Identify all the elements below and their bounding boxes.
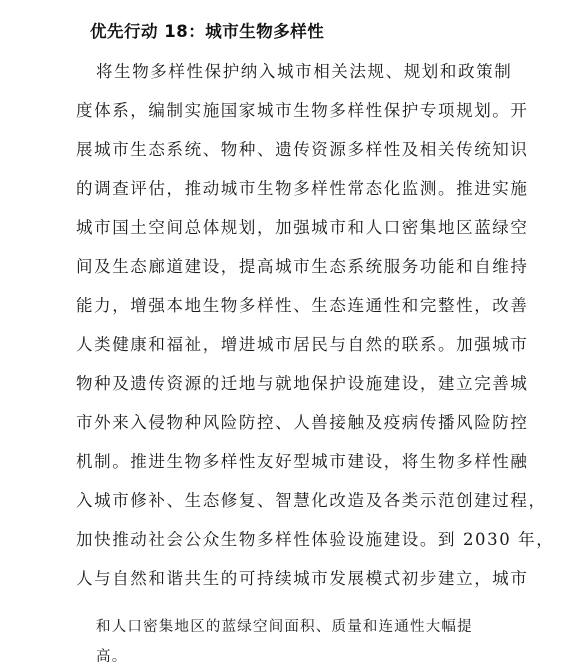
body-line: 市外来入侵物种风险防控、人兽接触及疫病传播风险防控 — [76, 413, 529, 432]
section-heading: 优先行动 18：城市生物多样性 — [90, 22, 325, 41]
body-line: 将生物多样性保护纳入城市相关法规、规划和政策制 — [96, 62, 513, 81]
body-line: 度体系，编制实施国家城市生物多样性保护专项规划。开 — [76, 101, 529, 120]
body-line: 间及生态廊道建设，提高城市生态系统服务功能和自维持 — [76, 257, 529, 276]
body-line: 入城市修补、生态修复、智慧化改造及各类示范创建过程， — [76, 491, 547, 510]
body-line: 能力，增强本地生物多样性、生态连通性和完整性，改善 — [76, 296, 529, 315]
body-line: 人与自然和谐共生的可持续城市发展模式初步建立，城市 — [76, 569, 529, 588]
body-line: 加快推动社会公众生物多样性体验设施建设。到 2030 年， — [76, 530, 555, 549]
continuation-line: 高。 — [96, 649, 128, 665]
body-line: 机制。推进生物多样性友好型城市建设，将生物多样性融 — [76, 452, 529, 471]
body-line: 人类健康和福祉，增进城市居民与自然的联系。加强城市 — [76, 335, 529, 354]
continuation-line: 和人口密集地区的蓝绿空间面积、质量和连通性大幅提 — [96, 619, 473, 635]
body-line: 的调查评估，推动城市生物多样性常态化监测。推进实施 — [76, 179, 529, 198]
body-line: 展城市生态系统、物种、遗传资源多样性及相关传统知识 — [76, 140, 529, 159]
body-line: 城市国土空间总体规划，加强城市和人口密集地区蓝绿空 — [76, 218, 529, 237]
body-line: 物种及遗传资源的迁地与就地保护设施建设，建立完善城 — [76, 374, 529, 393]
